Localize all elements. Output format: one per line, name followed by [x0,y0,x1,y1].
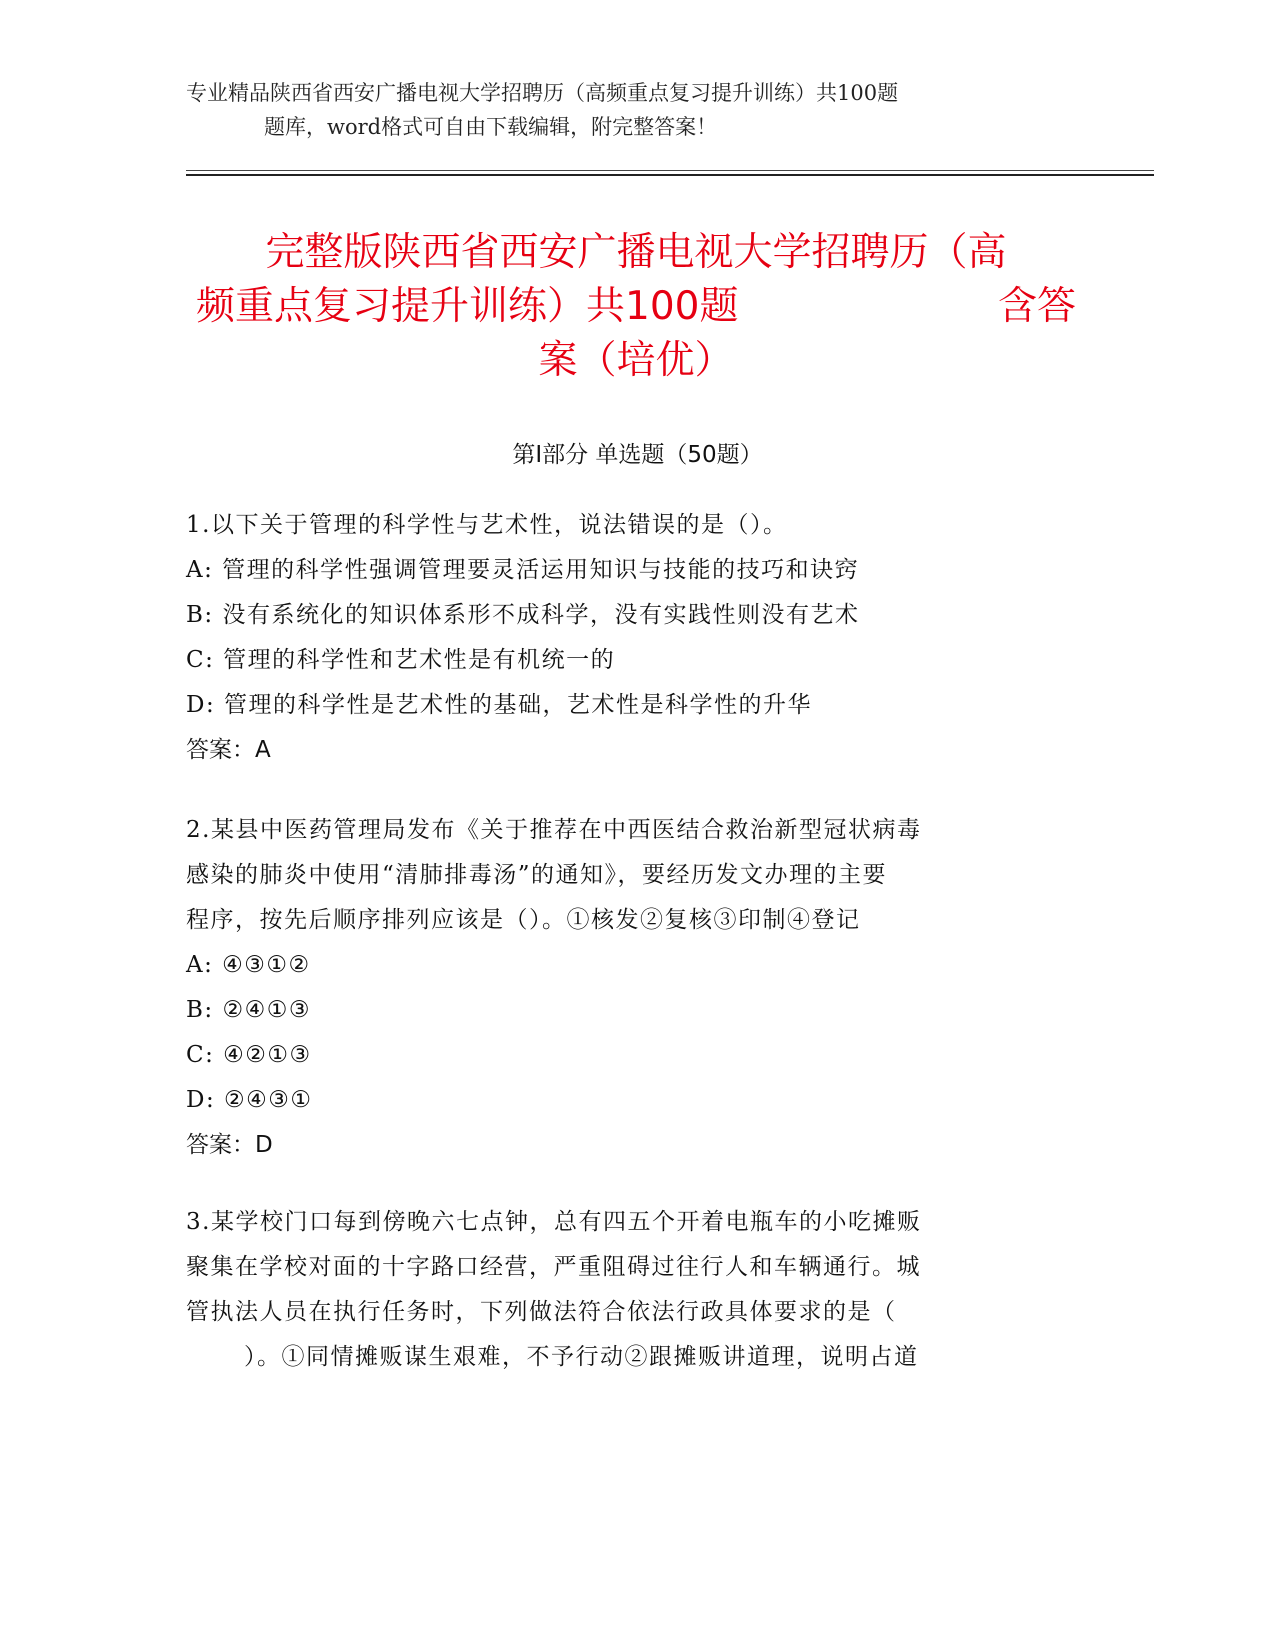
question-stem-line-2: 感染的肺炎中使用“清肺排毒汤”的通知》，要经历发文办理的主要 [186,862,888,888]
option-a: A: 管理的科学性强调管理要灵活运用知识与技能的技巧和诀窍 [186,557,860,583]
question-stem-line-1: 3.某学校门口每到傍晚六七点钟，总有四五个开着电瓶车的小吃摊贩 [186,1209,922,1235]
option-b: B: ②④①③ [186,997,311,1023]
title-line-2-right: 含答 [997,284,1076,329]
option-b: B: 没有系统化的知识体系形不成科学，没有实践性则没有艺术 [186,602,860,628]
question-stem: 1.以下关于管理的科学性与艺术性，说法错误的是（）。 [186,512,788,538]
option-d: D: 管理的科学性是艺术性的基础，艺术性是科学性的升华 [186,692,813,718]
question-stem-line-4: ）。①同情摊贩谋生艰难，不予行动②跟摊贩讲道理，说明占道 [244,1344,919,1370]
title-line-3: 案（培优） [538,338,734,383]
answer: 答案：A [186,737,271,763]
option-c: C: ④②①③ [186,1042,312,1068]
question-stem-line-3: 管执法人员在执行任务时，下列做法符合依法行政具体要求的是（ [186,1299,897,1325]
header-divider-thick [186,174,1154,176]
question-2 [186,808,1066,1168]
header-divider-thin [186,170,1154,171]
header-line-2: 题库，word格式可自由下载编辑，附完整答案！ [264,115,718,139]
option-c: C: 管理的科学性和艺术性是有机统一的 [186,647,616,673]
document-title [196,226,1076,388]
option-a: A: ④③①② [186,952,311,978]
question-stem-line-1: 2.某县中医药管理局发布《关于推荐在中西医结合救治新型冠状病毒 [186,817,922,843]
answer: 答案：D [186,1132,273,1158]
option-d: D: ②④③① [186,1087,313,1113]
question-1 [186,503,1066,773]
title-line-2 [196,280,1076,334]
question-stem-line-3: 程序，按先后顺序排列应该是（）。①核发②复核③印制④登记 [186,907,861,933]
header-line-1: 专业精品陕西省西安广播电视大学招聘历（高频重点复习提升训练）共100题 [186,81,899,105]
title-line-2-left: 频重点复习提升训练）共100题 [196,284,739,329]
question-stem-line-2: 聚集在学校对面的十字路口经营，严重阻碍过往行人和车辆通行。城 [186,1254,921,1280]
document-header [186,76,1056,144]
section-title: 第Ⅰ部分 单选题（50题） [512,442,763,468]
question-3 [186,1200,1066,1380]
title-line-1: 完整版陕西省西安广播电视大学招聘历（高 [265,230,1007,275]
